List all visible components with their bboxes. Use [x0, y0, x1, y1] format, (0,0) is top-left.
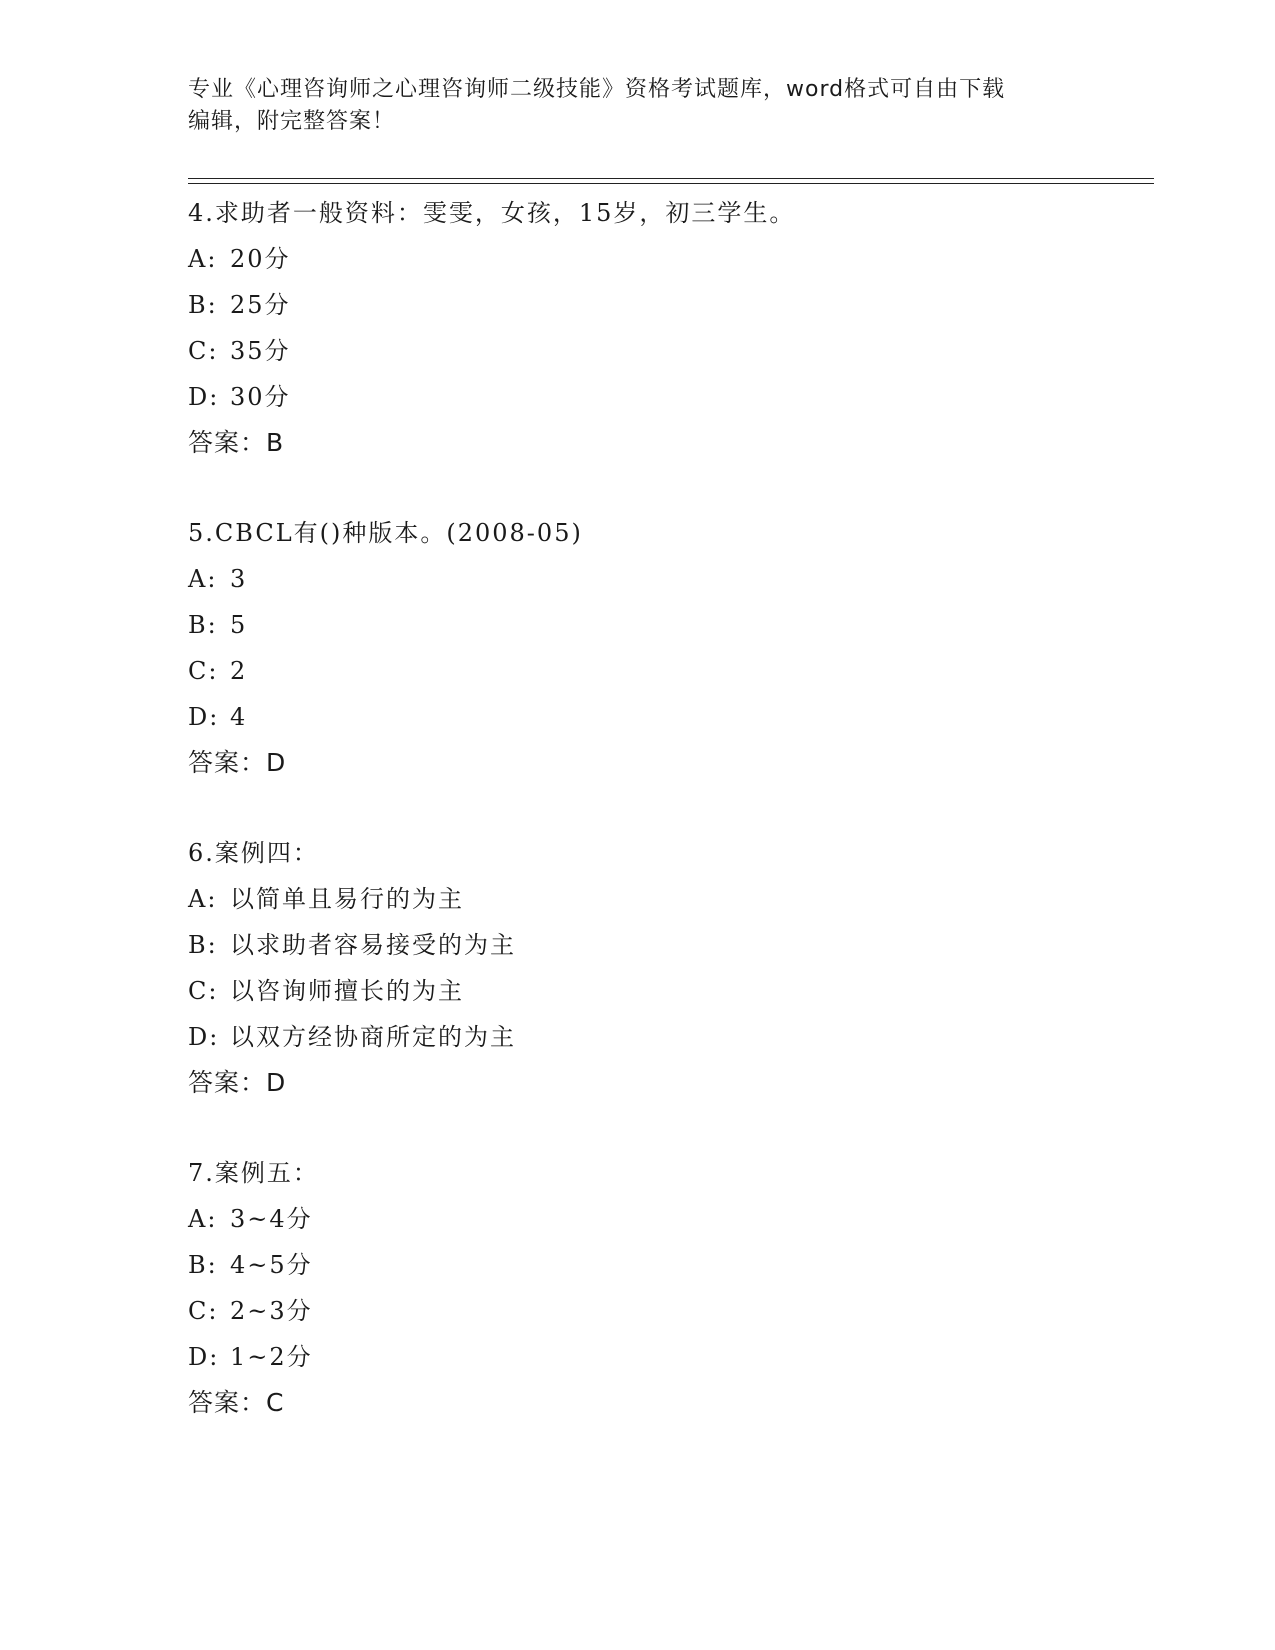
answer-label: 答案： [188, 1388, 267, 1417]
question-text: 5.CBCL有()种版本。(2008-05) [188, 519, 583, 547]
option-letter: A: [188, 245, 218, 273]
option-letter: A: [188, 885, 218, 913]
question-text: 7.案例五： [188, 1159, 319, 1187]
option-text: 30分 [230, 383, 291, 411]
option-letter: B: [188, 931, 218, 959]
option-b [188, 922, 1154, 968]
answer-line [188, 1060, 1154, 1106]
option-text: 1~2分 [230, 1343, 313, 1371]
option-text: 2 [230, 657, 248, 685]
option-text: 以简单且易行的为主 [230, 885, 464, 913]
option-text: 以咨询师擅长的为主 [230, 977, 464, 1005]
question-text: 4.求助者一般资料：雯雯，女孩，15岁，初三学生。 [188, 199, 796, 227]
option-b [188, 602, 1154, 648]
answer-line [188, 420, 1154, 466]
question-6 [188, 830, 1154, 1106]
option-text: 25分 [230, 291, 291, 319]
option-text: 3~4分 [230, 1205, 313, 1233]
question-5 [188, 510, 1154, 786]
option-d [188, 1334, 1154, 1380]
option-text: 2~3分 [230, 1297, 313, 1325]
option-letter: B: [188, 291, 218, 319]
option-c [188, 328, 1154, 374]
answer-value: C [266, 1388, 285, 1417]
answer-line [188, 740, 1154, 786]
option-letter: C: [188, 657, 219, 685]
option-letter: C: [188, 337, 219, 365]
option-d [188, 374, 1154, 420]
option-a [188, 556, 1154, 602]
option-letter: C: [188, 977, 219, 1005]
option-text: 5 [230, 611, 248, 639]
question-text: 6.案例四： [188, 839, 319, 867]
answer-value: D [266, 1068, 287, 1097]
option-a [188, 876, 1154, 922]
answer-label: 答案： [188, 748, 267, 777]
option-text: 4~5分 [230, 1251, 313, 1279]
option-text: 20分 [230, 245, 291, 273]
option-text: 3 [230, 565, 248, 593]
option-d [188, 694, 1154, 740]
option-d [188, 1014, 1154, 1060]
option-text: 以求助者容易接受的为主 [230, 931, 516, 959]
option-a [188, 236, 1154, 282]
option-letter: A: [188, 1205, 218, 1233]
document-header [188, 74, 1088, 138]
question-list [188, 190, 1154, 1470]
option-letter: B: [188, 611, 218, 639]
answer-label: 答案： [188, 428, 267, 457]
question-4 [188, 190, 1154, 466]
header-line-1: 专业《心理咨询师之心理咨询师二级技能》资格考试题库，word格式可自由下载 [188, 77, 1006, 102]
answer-label: 答案： [188, 1068, 267, 1097]
header-divider-bottom [188, 183, 1154, 184]
option-letter: D: [188, 703, 220, 731]
option-letter: D: [188, 383, 220, 411]
option-text: 35分 [230, 337, 291, 365]
option-c [188, 968, 1154, 1014]
option-b [188, 1242, 1154, 1288]
option-letter: A: [188, 565, 218, 593]
header-divider-top [188, 178, 1154, 179]
answer-value: B [266, 428, 285, 457]
option-text: 以双方经协商所定的为主 [230, 1023, 516, 1051]
answer-value: D [266, 748, 287, 777]
header-line-2: 编辑，附完整答案！ [188, 109, 396, 134]
option-text: 4 [230, 703, 248, 731]
option-letter: D: [188, 1343, 220, 1371]
option-letter: D: [188, 1023, 220, 1051]
question-7 [188, 1150, 1154, 1426]
option-a [188, 1196, 1154, 1242]
option-letter: B: [188, 1251, 218, 1279]
answer-line [188, 1380, 1154, 1426]
option-c [188, 648, 1154, 694]
option-b [188, 282, 1154, 328]
option-c [188, 1288, 1154, 1334]
option-letter: C: [188, 1297, 219, 1325]
